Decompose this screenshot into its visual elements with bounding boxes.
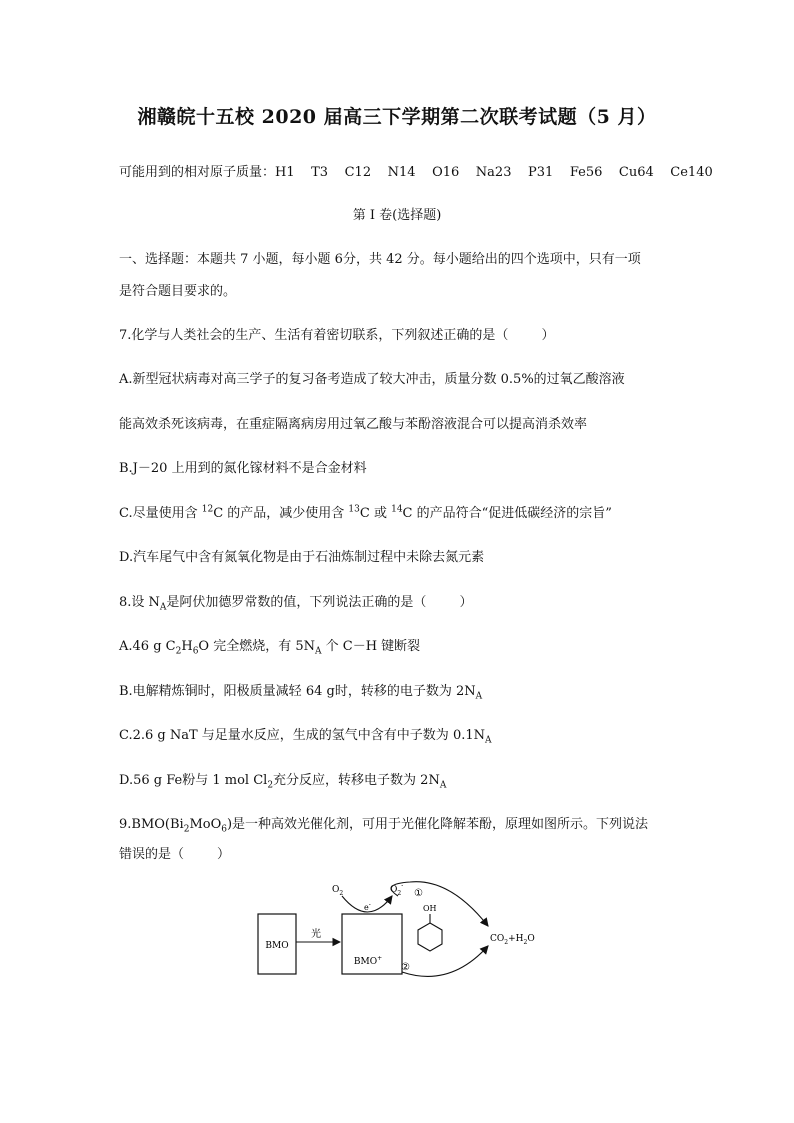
section-heading: 第 I 卷(选择题) <box>352 208 442 223</box>
q7-option-b: B.J－20 上用到的氮化镓材料不是合金材料 <box>119 461 367 476</box>
atomic-mass-line: 可能用到的相对原子质量：H1 T3 C12 N14 O16 Na23 P31 Fe56 Cu64 Ce140 <box>119 165 713 180</box>
q9-stem-line-1: $9.BMO(Bi_2MoO_6)$是一种高效光催化剂，可用于光催化降解苯酚，原理如图所示。下列说法 <box>119 817 649 835</box>
q7-option-c: C.尽量使用含 $^{12}$C 的产品，减少使用含 $^{13}$C 或 $^{14}$C 的产品符合“促进低碳经济的宗旨” <box>119 504 612 521</box>
light-label: 光 <box>311 929 321 940</box>
pathway-2-marker: ② <box>401 962 410 973</box>
product-label: $CO_2+H_2O$ <box>490 934 535 946</box>
instructions-line-2: 是符合题目要求的。 <box>119 284 237 299</box>
page-title: 湘赣皖十五校 2020 届高三下学期第二次联考试题（5 月） <box>137 106 657 128</box>
q7-stem: 7.化学与人类社会的生产、生活有着密切联系，下列叙述正确的是（ ） <box>119 328 555 343</box>
q8-stem: 8.设 $N_A$是阿伏加德罗常数的值，下列说法正确的是（ ） <box>119 595 473 613</box>
q8-option-c: C.2.6 g NaT 与足量水反应，生成的氢气中含有中子数为 $0.1N_A$ <box>119 728 492 746</box>
q7-option-a-line-2: 能高效杀死该病毒，在重症隔离病房用过氧乙酸与苯酚溶液混合可以提高消杀效率 <box>119 417 588 432</box>
q7-option-a-line-1: A.新型冠状病毒对高三学子的复习备考造成了较大冲击，质量分数 0.5%的过氧乙酸溶液 <box>119 372 625 387</box>
bmo-excited-label: BMO+ <box>353 955 383 967</box>
phenol-ring-icon <box>418 923 442 951</box>
pathway-1-arrow <box>391 882 488 926</box>
q8-option-a: A.46 g $C_2H_6O$ 完全燃烧，有 $5N_A$ 个 C－H 键断裂 <box>119 639 421 657</box>
q8-option-b: B.电解精炼铜时，阳极质量减轻 64 g时，转移的电子数为 $2N_A$ <box>119 684 483 702</box>
instructions-line-1: 一、选择题：本题共 7 小题，每小题 6分，共 42 分。每小题给出的四个选项中，只有一项 <box>119 252 641 267</box>
phenol-oh-label: OH <box>423 904 437 913</box>
q9-stem-line-2: 错误的是（ ） <box>119 847 231 862</box>
pathway-1-marker: ① <box>414 888 423 899</box>
superoxide-label: $O_2^-$ <box>390 882 404 897</box>
q8-option-d: D.56 g Fe粉与 1 mol $Cl_2$充分反应，转移电子数为 $2N_A$ <box>119 773 447 791</box>
bmo-label: BMO <box>265 941 289 951</box>
q7-option-d: D.汽车尾气中含有氮氧化物是由于石油炼制过程中未除去氮元素 <box>119 550 485 565</box>
pathway-2-arrow <box>402 946 488 976</box>
o2-label: $O_2$ <box>332 885 344 897</box>
photocatalysis-diagram <box>250 878 570 988</box>
electron-label: e- <box>364 901 371 912</box>
